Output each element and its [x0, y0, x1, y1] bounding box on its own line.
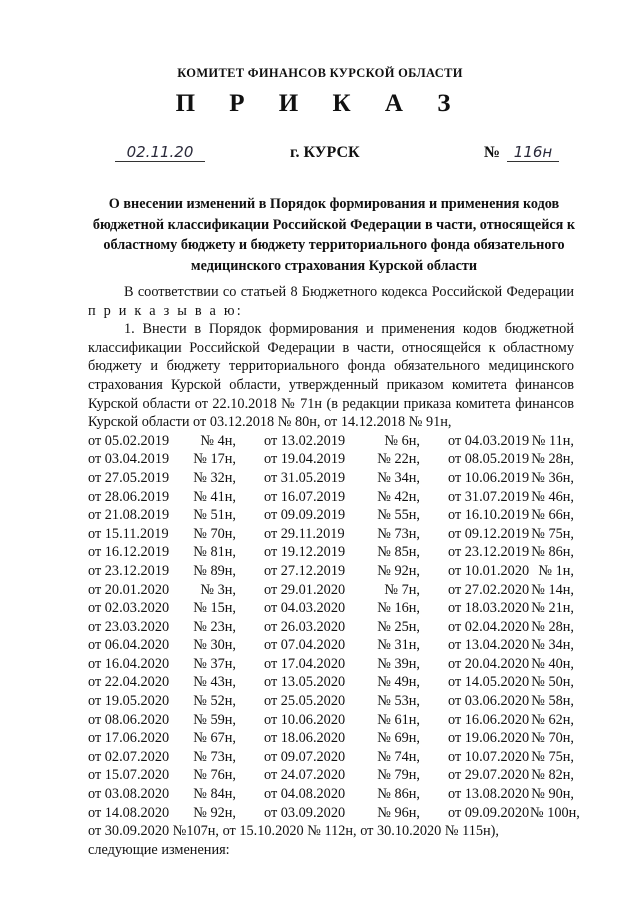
column-gap: [236, 655, 264, 674]
amendment-date: от 20.04.2020: [448, 655, 530, 672]
amendment-date: от 14.08.2020: [88, 804, 170, 821]
amendment-date: от 19.05.2020: [88, 693, 170, 710]
column-gap: [236, 766, 264, 785]
amendment-date: от 25.05.2020: [264, 693, 346, 710]
amendment-row: [88, 488, 574, 507]
column-gap: [420, 525, 448, 544]
column-gap: [420, 673, 448, 692]
amendment-number: № 23н,: [193, 618, 236, 635]
amendment-number: № 28н,: [531, 618, 574, 635]
column-gap: [236, 618, 264, 637]
column-gap: [420, 655, 448, 674]
column-gap: [420, 729, 448, 748]
amendment-number: № 92н,: [377, 562, 420, 579]
amendment-number: № 14н,: [531, 581, 574, 598]
handwritten-order-number: 116н: [507, 143, 559, 162]
amendment-date: от 16.04.2020: [88, 655, 170, 672]
column-gap: [420, 804, 448, 823]
amendment-date: от 09.09.2020: [448, 804, 530, 821]
amendment-date: от 10.06.2019: [448, 469, 530, 486]
amendment-date: от 17.06.2020: [88, 730, 170, 747]
amendment-number: № 85н,: [377, 544, 420, 561]
amendment-row: [88, 432, 574, 451]
amendment-number: № 34н,: [377, 469, 420, 486]
amendment-number: № 43н,: [193, 674, 236, 691]
amendment-number: № 37н,: [193, 655, 236, 672]
amendment-date: от 13.05.2020: [264, 674, 346, 691]
amendment-row: [88, 599, 574, 618]
amendment-date: от 15.07.2020: [88, 767, 170, 784]
amendment-date: от 10.01.2020: [448, 562, 530, 579]
amendment-number: № 15н,: [193, 600, 236, 617]
column-gap: [420, 785, 448, 804]
amendment-date: от 16.07.2019: [264, 488, 346, 505]
amendment-number: № 52н,: [193, 693, 236, 710]
column-gap: [420, 748, 448, 767]
column-gap: [420, 599, 448, 618]
column-gap: [420, 562, 448, 581]
amendment-row: [88, 450, 574, 469]
amendment-number: № 31н,: [377, 637, 420, 654]
item-1-paragraph: 1. Внести в Порядок формирования и применения кодов бюджетной классификации Российской Федерации в части, относящейся к областному бюджету и бюджету территориального фонда обязательного медицинского страхования Курской области, утвержденный приказом комитета финансов Курской области от 22.10.2018 № 71н (в редакции приказа комитета финансов Курской области от 03.12.2018 № 80н, от 14.12.2018 № 91н,: [88, 321, 574, 431]
amendment-number: № 75н,: [531, 525, 574, 542]
amendment-date: от 16.06.2020: [448, 711, 530, 728]
amendment-date: от 04.03.2020: [264, 600, 346, 617]
amendment-number: № 25н,: [377, 618, 420, 635]
amendment-row: [88, 581, 574, 600]
column-gap: [420, 506, 448, 525]
preamble-text: В соответствии со статьей 8 Бюджетного кодекса Российской Федерации: [124, 284, 574, 300]
amendment-row: [88, 562, 574, 581]
order-title: П Р И К А З: [175, 90, 465, 117]
amendment-number: № 40н,: [531, 655, 574, 672]
amendment-date: от 10.06.2020: [264, 711, 346, 728]
amendment-number: № 7н,: [384, 581, 420, 598]
amendment-number: № 28н,: [531, 451, 574, 468]
amendment-number: № 73н,: [193, 748, 236, 765]
amendment-date: от 09.07.2020: [264, 748, 346, 765]
amendment-date: от 23.03.2020: [88, 618, 170, 635]
amendment-date: от 02.04.2020: [448, 618, 530, 635]
amendment-date: от 02.07.2020: [88, 748, 170, 765]
amendment-number: № 46н,: [531, 488, 574, 505]
amendment-number: № 49н,: [377, 674, 420, 691]
amendment-number: № 53н,: [377, 693, 420, 710]
amendment-date: от 19.06.2020: [448, 730, 530, 747]
amendment-row: [88, 673, 574, 692]
amendment-number: № 4н,: [200, 432, 236, 449]
amendment-number: № 66н,: [531, 507, 574, 524]
column-gap: [420, 766, 448, 785]
amendment-date: от 16.12.2019: [88, 544, 170, 561]
amendment-row: [88, 618, 574, 637]
amendment-date: от 29.07.2020: [448, 767, 530, 784]
amendment-date: от 23.12.2019: [88, 562, 170, 579]
amendment-number: № 55н,: [377, 507, 420, 524]
column-gap: [236, 636, 264, 655]
amendment-number: № 17н,: [193, 451, 236, 468]
column-gap: [236, 432, 264, 451]
order-body: [88, 283, 580, 859]
amendment-date: от 15.11.2019: [88, 525, 169, 542]
amendment-date: от 24.07.2020: [264, 767, 346, 784]
amendment-date: от 03.08.2020: [88, 786, 170, 803]
amendment-number: № 34н,: [531, 637, 574, 654]
column-gap: [236, 543, 264, 562]
amendment-date: от 08.06.2020: [88, 711, 170, 728]
amendment-row: [88, 655, 574, 674]
city-label: г. КУРСК: [290, 144, 360, 161]
amendment-number: № 62н,: [531, 711, 574, 728]
amendment-number: № 42н,: [377, 488, 420, 505]
amendment-number: № 86н,: [531, 544, 574, 561]
column-gap: [420, 692, 448, 711]
amendment-number: № 69н,: [377, 730, 420, 747]
column-gap: [420, 469, 448, 488]
amendment-date: от 20.01.2020: [88, 581, 170, 598]
amendment-date: от 14.05.2020: [448, 674, 530, 691]
order-number-label: №: [484, 144, 501, 161]
column-gap: [420, 618, 448, 637]
amendment-date: от 07.04.2020: [264, 637, 346, 654]
amendment-row: [88, 543, 574, 562]
amendment-row: [88, 804, 574, 823]
amendment-date: от 19.12.2019: [264, 544, 346, 561]
amendment-number: № 59н,: [193, 711, 236, 728]
amendment-number: № 100н,: [530, 804, 580, 821]
column-gap: [420, 581, 448, 600]
amendment-number: № 30н,: [193, 637, 236, 654]
amendment-date: от 26.03.2020: [264, 618, 346, 635]
amendment-date: от 02.03.2020: [88, 600, 170, 617]
amendment-number: № 73н,: [377, 525, 420, 542]
amendment-date: от 08.05.2019: [448, 451, 530, 468]
amendment-number: № 75н,: [531, 748, 574, 765]
amendment-number: № 76н,: [193, 767, 236, 784]
amendment-date: от 27.02.2020: [448, 581, 530, 598]
amendment-number: № 61н,: [377, 711, 420, 728]
amendment-number: № 50н,: [531, 674, 574, 691]
amendment-date: от 06.04.2020: [88, 637, 170, 654]
amendment-number: № 67н,: [193, 730, 236, 747]
column-gap: [236, 450, 264, 469]
amendment-number: № 51н,: [193, 507, 236, 524]
amendment-date: от 19.04.2019: [264, 451, 346, 468]
amendment-number: № 70н,: [531, 730, 574, 747]
column-gap: [236, 692, 264, 711]
amendment-number: № 39н,: [377, 655, 420, 672]
amendment-date: от 29.01.2020: [264, 581, 346, 598]
amendment-date: от 04.08.2020: [264, 786, 346, 803]
amendment-number: № 41н,: [193, 488, 236, 505]
amendment-number: № 86н,: [377, 786, 420, 803]
amendment-number: № 36н,: [531, 469, 574, 486]
amendment-number: № 92н,: [193, 804, 236, 821]
order-subject: О внесении изменений в Порядок формирования и применения кодов бюджетной классификации Российской Федерации в части, относящейся к областному бюджету и бюджету территориального фонда обязательного медицинского страхования Курской области: [92, 196, 576, 274]
column-gap: [420, 450, 448, 469]
amendment-number: № 96н,: [377, 804, 420, 821]
amendments-closing-line: от 30.09.2020 №107н, от 15.10.2020 № 112н, от 30.10.2020 № 115н),: [88, 823, 500, 840]
amendment-date: от 13.08.2020: [448, 786, 530, 803]
column-gap: [420, 636, 448, 655]
amendment-date: от 29.11.2019: [264, 525, 345, 542]
amendment-row: [88, 711, 574, 730]
column-gap: [236, 488, 264, 507]
amendment-number: № 11н,: [531, 432, 574, 449]
amendment-date: от 23.12.2019: [448, 544, 530, 561]
column-gap: [420, 543, 448, 562]
column-gap: [236, 804, 264, 823]
amendment-date: от 10.07.2020: [448, 748, 530, 765]
column-gap: [236, 785, 264, 804]
amendment-number: № 1н,: [538, 562, 574, 579]
column-gap: [236, 506, 264, 525]
amendment-date: от 03.09.2020: [264, 804, 346, 821]
amendment-number: № 6н,: [384, 432, 420, 449]
amendment-date: от 09.09.2019: [264, 507, 346, 524]
amendment-number: № 58н,: [531, 693, 574, 710]
amendment-date: от 03.04.2019: [88, 451, 170, 468]
amendment-date: от 27.05.2019: [88, 469, 170, 486]
amendment-date: от 13.02.2019: [264, 432, 346, 449]
preamble-paragraph: [88, 283, 574, 320]
column-gap: [236, 673, 264, 692]
amendment-date: от 21.08.2019: [88, 507, 170, 524]
amendments-final-line: следующие изменения:: [88, 841, 230, 858]
amendment-number: № 74н,: [377, 748, 420, 765]
column-gap: [420, 432, 448, 451]
amendment-date: от 13.04.2020: [448, 637, 530, 654]
column-gap: [236, 711, 264, 730]
amendment-date: от 28.06.2019: [88, 488, 170, 505]
amendment-row: [88, 506, 574, 525]
order-verb: п р и к а з ы в а ю:: [88, 302, 243, 319]
column-gap: [236, 469, 264, 488]
amendment-row: [88, 636, 574, 655]
amendment-date: от 18.03.2020: [448, 600, 530, 617]
amendment-date: от 18.06.2020: [264, 730, 346, 747]
column-gap: [236, 729, 264, 748]
amendment-date: от 16.10.2019: [448, 507, 530, 524]
amendment-number: № 70н,: [193, 525, 236, 542]
amendment-number: № 84н,: [193, 786, 236, 803]
amendment-date: от 17.04.2020: [264, 655, 346, 672]
amendments-table: [88, 432, 580, 822]
amendment-number: № 3н,: [200, 581, 236, 598]
amendment-date: от 05.02.2019: [88, 432, 170, 449]
amendment-date: от 03.06.2020: [448, 693, 530, 710]
amendment-number: № 81н,: [193, 544, 236, 561]
column-gap: [420, 711, 448, 730]
amendment-row: [88, 766, 574, 785]
amendment-number: № 22н,: [377, 451, 420, 468]
amendment-row: [88, 692, 574, 711]
column-gap: [236, 748, 264, 767]
amendment-row: [88, 525, 574, 544]
amendment-row: [88, 729, 574, 748]
amendment-number: № 89н,: [193, 562, 236, 579]
amendment-date: от 31.07.2019: [448, 488, 530, 505]
column-gap: [236, 581, 264, 600]
amendment-number: № 79н,: [377, 767, 420, 784]
amendment-date: от 22.04.2020: [88, 674, 170, 691]
column-gap: [236, 562, 264, 581]
amendment-number: № 21н,: [531, 600, 574, 617]
amendment-number: № 82н,: [531, 767, 574, 784]
amendment-number: № 32н,: [193, 469, 236, 486]
amendment-number: № 90н,: [531, 786, 574, 803]
amendment-date: от 31.05.2019: [264, 469, 346, 486]
amendment-row: [88, 469, 574, 488]
amendment-date: от 09.12.2019: [448, 525, 530, 542]
committee-name: КОМИТЕТ ФИНАНСОВ КУРСКОЙ ОБЛАСТИ: [177, 66, 463, 80]
amendment-date: от 27.12.2019: [264, 562, 346, 579]
amendment-date: от 04.03.2019: [448, 432, 530, 449]
column-gap: [420, 488, 448, 507]
amendment-number: № 16н,: [377, 600, 420, 617]
amendment-row: [88, 785, 574, 804]
handwritten-date: 02.11.20: [115, 143, 205, 162]
column-gap: [236, 599, 264, 618]
amendment-row: [88, 748, 574, 767]
column-gap: [236, 525, 264, 544]
